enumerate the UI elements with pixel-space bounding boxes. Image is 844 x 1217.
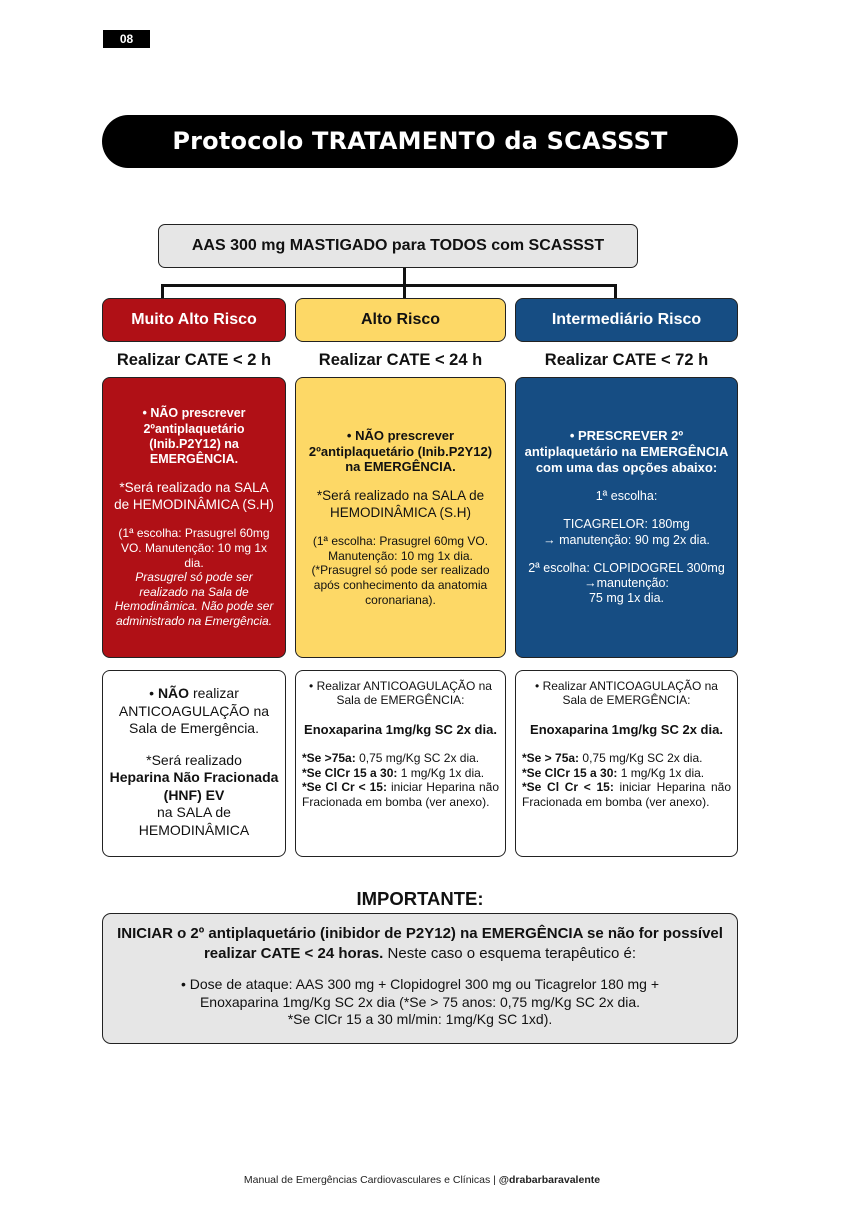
drug-instruction: • NÃO prescrever 2ºantiplaquetário (Inib.P2Y12) na EMERGÊNCIA. — [308, 427, 493, 475]
anticoagulation-box-very-high — [102, 670, 286, 857]
anti-age-rule: *Se >75a: 0,75 mg/Kg SC 2x dia. — [302, 751, 480, 766]
risk-header-intermediate: Intermediário Risco — [515, 298, 738, 342]
footer-handle: @drabarbaravalente — [498, 1174, 601, 1186]
drug-instruction: • PRESCREVER 2º antiplaquetário na EMERGÊNCIA com uma das opções abaixo: — [524, 428, 729, 476]
drug-choice: (1ª escolha: Prasugrel 60mg VO. Manutenção: 10 mg 1x dia. — [312, 534, 489, 563]
anti-instruction: • Realizar ANTICOAGULAÇÃO na Sala de EMERGÊNCIA: — [309, 679, 492, 708]
anti-note: *Será realizado — [146, 751, 242, 768]
antiplatelet-box-high — [295, 377, 506, 658]
footer — [0, 1172, 844, 1188]
anti-age-rule: *Se > 75a: 0,75 mg/Kg SC 2x dia. — [522, 751, 703, 766]
important-dose-line-2: Enoxaparina 1mg/Kg SC 2x dia (*Se > 75 anos: 0,75 mg/Kg SC 2x dia. — [199, 993, 641, 1010]
drug-second-maintenance-label: →manutenção: — [584, 576, 669, 591]
anticoagulation-box-high — [295, 670, 506, 857]
anti-instruction: • NÃO realizar ANTICOAGULAÇÃO na Sala de Emergência. — [118, 685, 270, 736]
antiplatelet-box-intermediate — [515, 377, 738, 658]
anti-drug: Enoxaparina 1mg/kg SC 2x dia. — [530, 721, 723, 737]
drug-note: *Será realizado na SALA de HEMODINÂMICA (S.H) — [114, 480, 274, 512]
drug-second-choice: 2ª escolha: CLOPIDOGREL 300mg — [528, 560, 725, 575]
connector-left — [161, 284, 164, 299]
drug-first-choice: TICAGRELOR: 180mg — [563, 517, 690, 532]
anti-clcr-low-rule: *Se Cl Cr < 15: iniciar Heparina não Fracionada em bomba (ver anexo). — [522, 780, 731, 809]
drug-choice: (1ª escolha: Prasugrel 60mg VO. Manutenção: 10 mg 1x dia. — [118, 526, 270, 570]
connector-horizontal — [161, 284, 617, 287]
drug-first-choice-label: 1ª escolha: — [595, 489, 658, 504]
cate-label-intermediate: Realizar CATE < 72 h — [544, 351, 709, 369]
risk-header-high: Alto Risco — [295, 298, 506, 342]
drug-note: *Será realizado na SALA de HEMODINÂMICA (S.H) — [316, 488, 485, 520]
important-title: IMPORTANTE: — [356, 888, 484, 909]
connector-vertical-main — [403, 268, 406, 285]
risk-header-very-high: Muito Alto Risco — [102, 298, 286, 342]
anti-drug: Enoxaparina 1mg/kg SC 2x dia. — [304, 721, 497, 737]
important-instruction: INICIAR o 2º antiplaquetário (inibidor de P2Y12) na EMERGÊNCIA se não for possível realizar CATE < 24 horas. Neste caso o esquema terapêutico é: — [117, 925, 723, 962]
cate-label-very-high: Realizar CATE < 2 h — [116, 351, 272, 369]
anti-clcr-rule: *Se ClCr 15 a 30: 1 mg/Kg 1x dia. — [302, 765, 485, 780]
anti-clcr-rule: *Se ClCr 15 a 30: 1 mg/Kg 1x dia. — [522, 765, 705, 780]
drug-warning: Prasugrel só pode ser realizado na Sala de Hemodinâmica. Não pode ser administrado na Emergência. — [114, 570, 274, 629]
connector-middle — [403, 284, 406, 299]
anti-location: na SALA de HEMODINÂMICA — [138, 804, 250, 838]
important-dose-line-3: *Se ClCr 15 a 30 ml/min: 1mg/Kg SC 1xd). — [287, 1011, 553, 1027]
page-number: 08 — [103, 30, 150, 48]
anti-clcr-low-rule: *Se Cl Cr < 15: iniciar Heparina não Fracionada em bomba (ver anexo). — [302, 780, 499, 809]
antiplatelet-box-very-high — [102, 377, 286, 658]
anti-instruction: • Realizar ANTICOAGULAÇÃO na Sala de EMERGÊNCIA: — [535, 679, 718, 708]
cate-label-high: Realizar CATE < 24 h — [318, 351, 483, 369]
page-title: Protocolo TRATAMENTO da SCASSST — [102, 115, 738, 168]
connector-right — [614, 284, 617, 299]
anticoagulation-box-intermediate — [515, 670, 738, 857]
anti-drug: Heparina Não Fracionada (HNF) EV — [109, 769, 279, 803]
drug-instruction: • NÃO prescrever 2ºantiplaquetário (Inib.P2Y12) na EMERGÊNCIA. — [142, 406, 246, 467]
important-box — [102, 913, 738, 1044]
important-dose-line-1: • Dose de ataque: AAS 300 mg + Clopidogrel 300 mg ou Ticagrelor 180 mg + — [180, 976, 660, 992]
drug-warning: (*Prasugrel só pode ser realizado após conhecimento da anatomia coronariana). — [311, 563, 490, 607]
aas-box: AAS 300 mg MASTIGADO para TODOS com SCASSST — [158, 224, 638, 268]
drug-second-maintenance: 75 mg 1x dia. — [588, 591, 665, 606]
footer-text: Manual de Emergências Cardiovasculares e Clínicas | — [243, 1174, 496, 1186]
drug-first-maintenance: → manutenção: 90 mg 2x dia. — [543, 532, 710, 547]
